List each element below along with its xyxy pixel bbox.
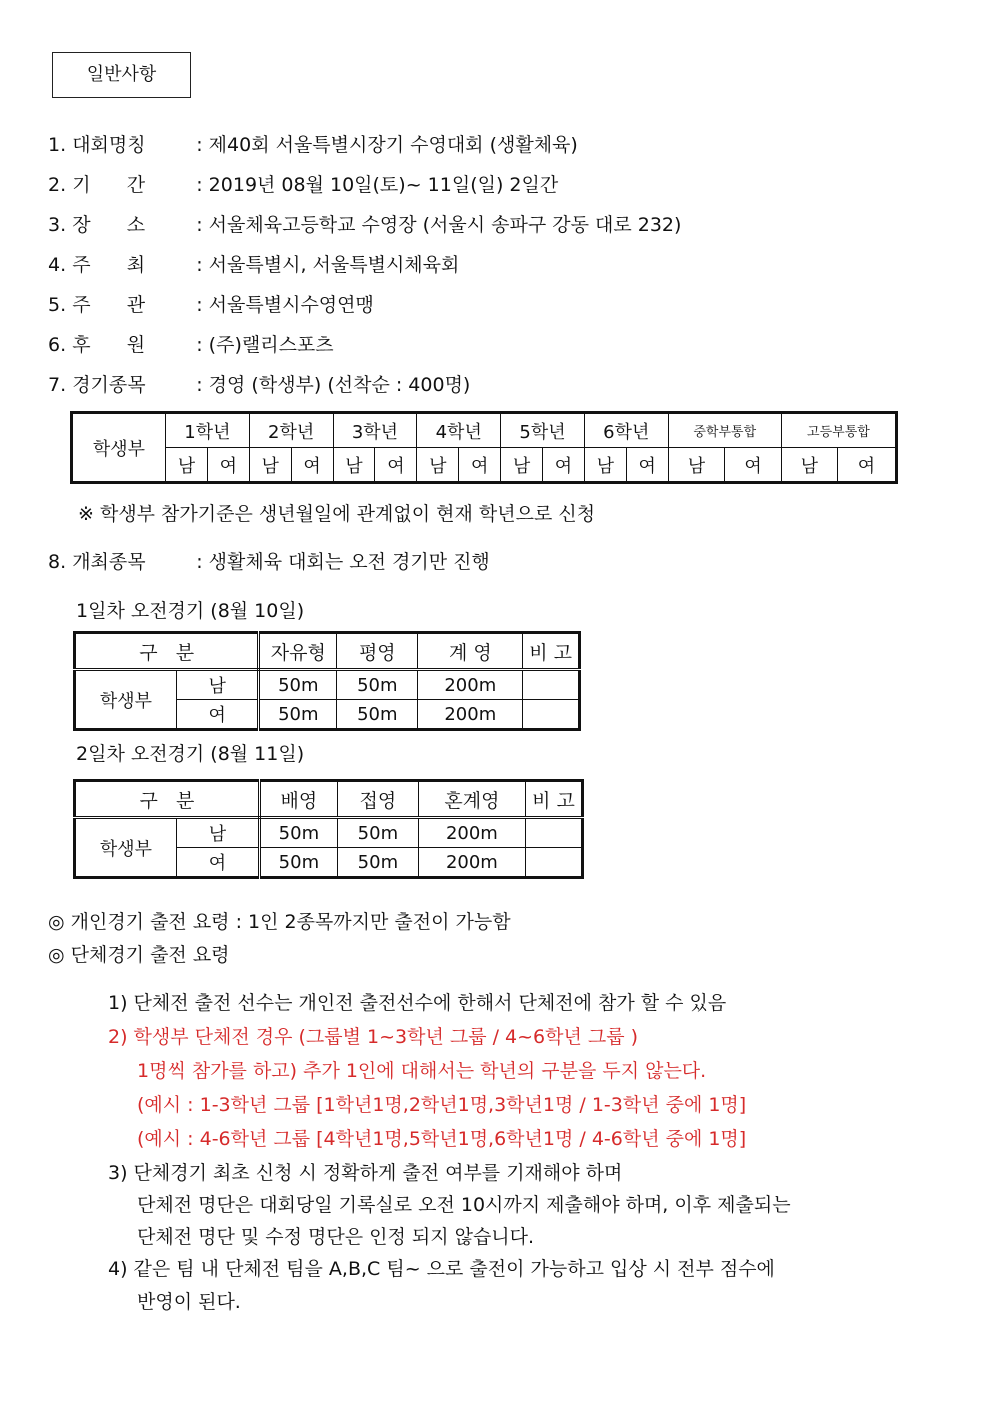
gender-male: 남 bbox=[781, 448, 837, 483]
item-num: 7. bbox=[48, 374, 67, 396]
gender-cell: 여 bbox=[177, 700, 259, 730]
item-num: 1. bbox=[48, 134, 67, 156]
header-cell: 접영 bbox=[337, 781, 418, 818]
day2-title: 2일차 오전경기 (8월 11일) bbox=[76, 743, 305, 765]
item-value: : (주)랠리스포츠 bbox=[196, 334, 334, 356]
item-value: : 제40회 서울특별시장기 수영대회 (생활체육) bbox=[196, 134, 578, 156]
day1-title: 1일차 오전경기 (8월 10일) bbox=[76, 600, 305, 622]
table-cell: 50m bbox=[259, 818, 337, 848]
table-cell bbox=[525, 818, 582, 848]
item-value: : 서울특별시수영연맹 bbox=[196, 294, 374, 316]
team-rule-2-cont: 1명씩 참가를 하고) 추가 1인에 대해서는 학년의 구분을 두지 않는다. bbox=[137, 1060, 707, 1082]
table-cell: 50m bbox=[259, 700, 337, 730]
grade-header: 2학년 bbox=[249, 413, 333, 448]
team-rule-title: ◎ 단체경기 출전 요령 bbox=[48, 944, 230, 966]
gender-female: 여 bbox=[207, 448, 249, 483]
gender-female: 여 bbox=[725, 448, 782, 483]
team-rule-4-cont: 반영이 된다. bbox=[137, 1291, 241, 1313]
item-4 bbox=[48, 250, 459, 277]
table-cell: 200m bbox=[418, 848, 525, 878]
table-cell: 200m bbox=[418, 670, 523, 700]
table-cell bbox=[523, 700, 580, 730]
item-2 bbox=[48, 170, 558, 197]
header-cell: 계 영 bbox=[418, 633, 523, 670]
group-cell: 학생부 bbox=[75, 818, 177, 878]
item-value: : 서울특별시, 서울특별시체육회 bbox=[196, 254, 460, 276]
grade-header: 4학년 bbox=[417, 413, 501, 448]
team-rule-3-cont: 단체전 명단 및 수정 명단은 인정 되지 않습니다. bbox=[137, 1226, 535, 1248]
item-1 bbox=[48, 130, 578, 157]
item-num: 3. bbox=[48, 214, 67, 236]
item-3 bbox=[48, 210, 681, 237]
group-cell: 학생부 bbox=[75, 670, 177, 730]
gender-cell: 남 bbox=[177, 670, 259, 700]
gender-female: 여 bbox=[837, 448, 896, 483]
item-num: 5. bbox=[48, 294, 67, 316]
header-cell: 비 고 bbox=[523, 633, 580, 670]
team-rule-4: 4) 같은 팀 내 단체전 팀을 A,B,C 팀~ 으로 출전이 가능하고 입상 시 전부 점수에 bbox=[108, 1258, 775, 1280]
table-cell bbox=[523, 670, 580, 700]
grade-header: 6학년 bbox=[584, 413, 668, 448]
table-cell: 50m bbox=[337, 818, 418, 848]
gender-male: 남 bbox=[668, 448, 725, 483]
gender-female: 여 bbox=[459, 448, 501, 483]
gender-cell: 여 bbox=[177, 848, 260, 878]
team-rule-2: 2) 학생부 단체전 경우 (그룹별 1~3학년 그룹 / 4~6학년 그룹 ) bbox=[108, 1026, 639, 1048]
table-cell: 50m bbox=[337, 848, 418, 878]
gender-cell: 남 bbox=[177, 818, 260, 848]
grade-header: 고등부통합 bbox=[781, 413, 896, 448]
gender-female: 여 bbox=[375, 448, 417, 483]
item-value: : 경영 (학생부) (선착순 : 400명) bbox=[196, 374, 471, 396]
table-cell bbox=[525, 848, 582, 878]
day1-table bbox=[73, 631, 581, 731]
gender-male: 남 bbox=[249, 448, 291, 483]
gender-male: 남 bbox=[417, 448, 459, 483]
item-num: 8. bbox=[48, 551, 67, 573]
header-cell: 배영 bbox=[259, 781, 337, 818]
gender-male: 남 bbox=[333, 448, 375, 483]
item-label: 대회명칭 bbox=[72, 134, 146, 156]
section-title: 일반사항 bbox=[52, 52, 191, 98]
item-label: 주 관 bbox=[72, 294, 146, 316]
item-label: 주 최 bbox=[72, 254, 146, 276]
grade-header: 3학년 bbox=[333, 413, 417, 448]
gender-female: 여 bbox=[543, 448, 585, 483]
table-cell: 200m bbox=[418, 818, 525, 848]
header-cell: 평영 bbox=[337, 633, 418, 670]
item-value: : 2019년 08월 10일(토)~ 11일(일) 2일간 bbox=[196, 174, 559, 196]
item-label: 기 간 bbox=[72, 174, 146, 196]
grade-row-label: 학생부 bbox=[72, 413, 166, 483]
table-cell: 50m bbox=[337, 700, 418, 730]
table-cell: 50m bbox=[259, 670, 337, 700]
gender-male: 남 bbox=[166, 448, 208, 483]
team-rule-3-cont: 단체전 명단은 대회당일 기록실로 오전 10시까지 제출해야 하며, 이후 제출되는 bbox=[137, 1194, 791, 1216]
note: ※ 학생부 참가기준은 생년월일에 관계없이 현재 학년으로 신청 bbox=[78, 503, 596, 525]
gender-male: 남 bbox=[584, 448, 626, 483]
item-label: 장 소 bbox=[72, 214, 146, 236]
table-cell: 50m bbox=[259, 848, 337, 878]
table-cell: 200m bbox=[418, 700, 523, 730]
grade-header: 1학년 bbox=[166, 413, 250, 448]
table-cell: 50m bbox=[337, 670, 418, 700]
header-cell: 자유형 bbox=[259, 633, 337, 670]
item-5 bbox=[48, 290, 374, 317]
item-label: 후 원 bbox=[72, 334, 146, 356]
item-num: 4. bbox=[48, 254, 67, 276]
item-num: 2. bbox=[48, 174, 67, 196]
team-rule-3: 3) 단체경기 최초 신청 시 정확하게 출전 여부를 기재해야 하며 bbox=[108, 1162, 623, 1184]
item-value: : 서울체육고등학교 수영장 (서울시 송파구 강동 대로 232) bbox=[196, 214, 682, 236]
item-value: : 생활체육 대회는 오전 경기만 진행 bbox=[196, 551, 490, 573]
team-rule-1: 1) 단체전 출전 선수는 개인전 출전선수에 한해서 단체전에 참가 할 수 있음 bbox=[108, 992, 727, 1014]
item-label: 경기종목 bbox=[72, 374, 146, 396]
header-cell: 비 고 bbox=[525, 781, 582, 818]
item-8 bbox=[48, 547, 490, 574]
header-cell: 구 분 bbox=[75, 633, 259, 670]
grade-header: 중학부통합 bbox=[668, 413, 781, 448]
header-cell: 구 분 bbox=[75, 781, 260, 818]
team-rule-2-example-1: (예시 : 1-3학년 그룹 [1학년1명,2학년1명,3학년1명 / 1-3학년 중에 1명] bbox=[137, 1094, 747, 1116]
header-cell: 혼계영 bbox=[418, 781, 525, 818]
item-7 bbox=[48, 370, 470, 397]
grade-header: 5학년 bbox=[501, 413, 585, 448]
individual-rule: ◎ 개인경기 출전 요령 : 1인 2종목까지만 출전이 가능함 bbox=[48, 911, 511, 933]
gender-female: 여 bbox=[626, 448, 668, 483]
gender-female: 여 bbox=[291, 448, 333, 483]
grade-table bbox=[70, 411, 898, 484]
item-num: 6. bbox=[48, 334, 67, 356]
team-rule-2-example-2: (예시 : 4-6학년 그룹 [4학년1명,5학년1명,6학년1명 / 4-6학년 중에 1명] bbox=[137, 1128, 747, 1150]
item-6 bbox=[48, 330, 334, 357]
gender-male: 남 bbox=[501, 448, 543, 483]
day2-table bbox=[73, 779, 584, 879]
item-label: 개최종목 bbox=[72, 551, 146, 573]
